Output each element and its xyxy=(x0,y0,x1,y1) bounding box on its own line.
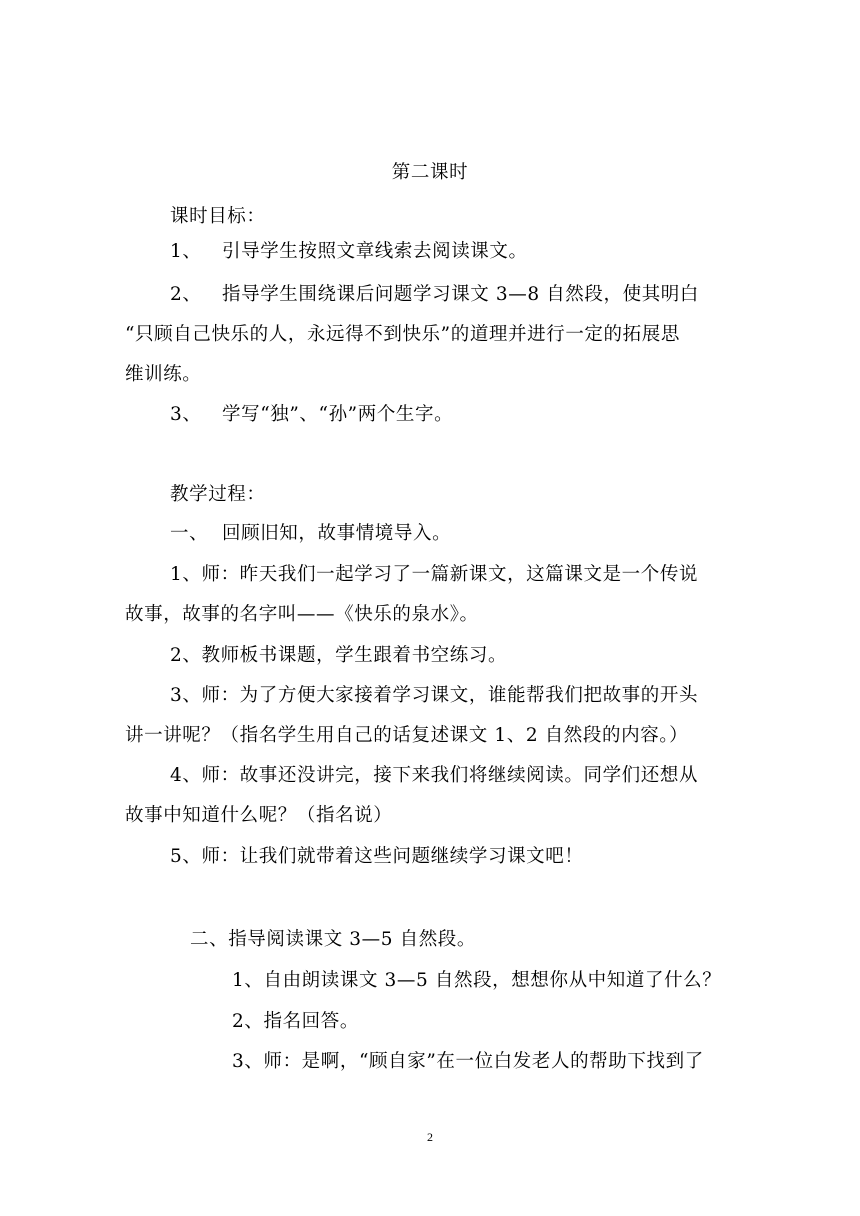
objective-item-2-number: 2、 xyxy=(170,284,202,305)
step-3-line-1: 3、师：为了方便大家接着学习课文，谁能帮我们把故事的开头 xyxy=(170,685,699,706)
objective-item-1 xyxy=(170,240,528,264)
section-2-step-3: 3、师：是啊，“顾自家”在一位白发老人的帮助下找到了 xyxy=(232,1051,704,1072)
section-1-number: 一、 xyxy=(170,523,209,544)
objectives-heading: 课时目标： xyxy=(170,206,266,227)
step-1-line-1: 1、师：昨天我们一起学习了一篇新课文，这篇课文是一个传说 xyxy=(170,564,699,585)
step-3-line-2: 讲一讲呢？（指名学生用自己的话复述课文 1、2 自然段的内容。） xyxy=(125,725,689,746)
step-2: 2、教师板书课题，学生跟着书空练习。 xyxy=(170,645,508,666)
step-1-line-2: 故事，故事的名字叫——《快乐的泉水》。 xyxy=(125,604,479,625)
objective-item-3-text: 学写“独”、“孙”两个生字。 xyxy=(222,404,454,425)
objective-item-2-line-3: 维训练。 xyxy=(125,364,202,385)
objective-item-2 xyxy=(170,283,700,307)
step-4-line-2: 故事中知道什么呢？（指名说） xyxy=(125,805,393,826)
section-2-step-2: 2、指名回答。 xyxy=(232,1011,359,1032)
objective-item-2-text: 指导学生围绕课后问题学习课文 3—8 自然段，使其明白 xyxy=(222,284,700,305)
step-4-line-1: 4、师：故事还没讲完，接下来我们将继续阅读。同学们还想从 xyxy=(170,765,699,786)
objective-item-1-text: 引导学生按照文章线索去阅读课文。 xyxy=(222,241,528,262)
objective-item-3-number: 3、 xyxy=(170,404,202,425)
objective-item-3 xyxy=(170,403,454,427)
section-1-heading xyxy=(170,522,452,546)
section-1-text: 回顾旧知，故事情境导入。 xyxy=(222,523,452,544)
section-2-step-1: 1、自由朗读课文 3—5 自然段，想想你从中知道了什么？ xyxy=(232,970,722,991)
page-title: 第二课时 xyxy=(391,162,469,183)
section-2-heading: 二、指导阅读课文 3—5 自然段。 xyxy=(190,929,477,950)
step-5: 5、师：让我们就带着这些问题继续学习课文吧！ xyxy=(170,846,584,867)
page-number: 2 xyxy=(427,1130,433,1144)
objective-item-2-line-2: “只顾自己快乐的人，永远得不到快乐”的道理并进行一定的拓展思 xyxy=(125,324,680,345)
process-heading: 教学过程： xyxy=(170,484,266,505)
objective-item-1-number: 1、 xyxy=(170,241,202,262)
